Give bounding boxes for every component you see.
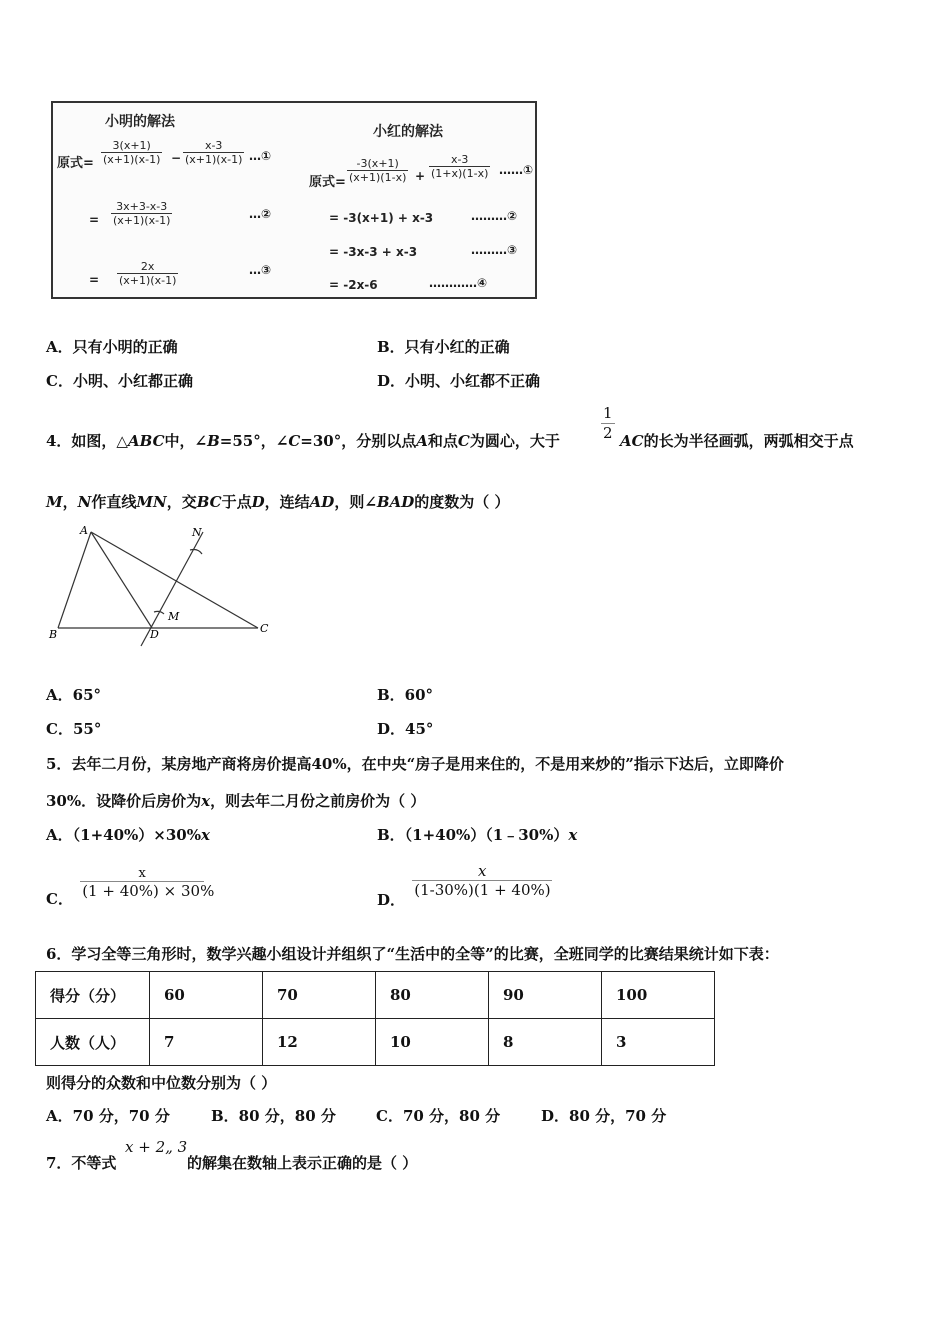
hong-step1-frac2: $\frac{x-3}{(1+x)(1-x)}$ <box>431 153 489 180</box>
ming-step3-frac: $\frac{2x}{(x+1)(x-1)}$ <box>119 260 177 287</box>
ming-step1-frac1: $\frac{3(x+1)}{(x+1)(x-1)}$ <box>103 139 161 166</box>
table-cell: 人数（人） <box>36 1019 150 1066</box>
ming-step2-frac: $\frac{3x+3-x-3}{(x+1)(x-1)}$ <box>113 200 171 227</box>
ming-step1-mark: …① <box>249 149 272 163</box>
segment-ad <box>91 532 152 628</box>
q5-option-d[interactable]: D． $\frac{x}{(1-30\%)(1 + 40\%)}$ <box>377 862 551 909</box>
q3-option-b[interactable]: B．只有小红的正确 <box>377 338 510 356</box>
segment-ab <box>58 532 91 628</box>
table-cell: 100 <box>602 972 715 1019</box>
label-a: A <box>80 524 88 537</box>
q5-option-a[interactable]: A．（1+40%）×30%x <box>46 826 210 844</box>
q3-option-c[interactable]: C．小明、小红都正确 <box>46 372 193 390</box>
q6-option-b[interactable]: B．80 分，80 分 <box>211 1107 336 1125</box>
q4-one-half: $\frac{1}{2}$ <box>603 404 613 442</box>
q5-stem-line1: 5．去年二月份，某房地产商将房价提高40%，在中央“房子是用来住的，不是用来炒的”指示下达后，立即降价 <box>46 755 784 773</box>
q3-option-a[interactable]: A．只有小明的正确 <box>46 338 178 356</box>
solution-image <box>51 101 537 299</box>
q7-stem-end: 的解集在数轴上表示正确的是（ ） <box>187 1154 418 1172</box>
table-cell: 80 <box>376 972 489 1019</box>
q4-option-c[interactable]: C．55° <box>46 720 102 738</box>
ming-step1-op: − <box>171 151 182 165</box>
q4-option-a[interactable]: A．65° <box>46 686 102 704</box>
hong-step2: = -3(x+1) + x-3 <box>329 211 434 225</box>
q5-option-d-fraction: $\frac{x}{(1-30\%)(1 + 40\%)}$ <box>414 862 551 899</box>
q6-option-d[interactable]: D．80 分，70 分 <box>541 1107 667 1125</box>
table-row <box>36 972 715 1019</box>
label-n: N <box>192 526 202 539</box>
hong-step1-mark: ……① <box>499 163 534 177</box>
q5-stem-line2: 30%．设降价后房价为x，则去年二月份之前房价为（ ） <box>46 792 426 810</box>
q5-option-c[interactable]: C． $\frac{x}{(1 + 40\%) \times 30\%}$ <box>46 866 215 908</box>
q7-inequality: x + 2„ 3 <box>125 1138 188 1156</box>
ming-step1-lhs: 原式= <box>57 156 94 171</box>
q6-question: 则得分的众数和中位数分别为（ ） <box>46 1074 277 1092</box>
table-cell: 3 <box>602 1019 715 1066</box>
q5-option-b[interactable]: B．（1+40%）（1﹣30%）x <box>377 826 578 844</box>
hong-step4-mark: …………④ <box>429 276 488 290</box>
hong-step3: = -3x-3 + x-3 <box>329 245 418 259</box>
label-d: D <box>150 628 159 641</box>
ming-step2-mark: …② <box>249 207 272 221</box>
table-cell: 得分（分） <box>36 972 150 1019</box>
ming-step3-eq: = <box>89 273 100 287</box>
table-cell: 70 <box>263 972 376 1019</box>
hong-step4: = -2x-6 <box>329 278 378 292</box>
q3-option-d[interactable]: D．小明、小红都不正确 <box>377 372 541 390</box>
table-row <box>36 1019 715 1066</box>
hong-step1-op: + <box>415 169 426 183</box>
q4-option-d[interactable]: D．45° <box>377 720 434 738</box>
label-c: C <box>260 622 269 635</box>
table-cell: 12 <box>263 1019 376 1066</box>
q7-stem-start: 7．不等式 <box>46 1154 117 1172</box>
table-cell: 90 <box>489 972 602 1019</box>
hong-title: 小红的解法 <box>373 124 443 140</box>
q4-option-b[interactable]: B．60° <box>377 686 434 704</box>
hong-step3-mark: ………③ <box>471 243 518 257</box>
q6-score-table <box>35 971 715 1066</box>
q6-stem: 6．学习全等三角形时，数学兴趣小组设计并组织了“生活中的全等”的比赛，全班同学的比赛结果统计如下表： <box>46 945 779 963</box>
ming-title: 小明的解法 <box>105 114 175 130</box>
hong-step1-lhs: 原式= <box>309 175 346 190</box>
q4-triangle-figure <box>40 520 280 650</box>
label-m: M <box>168 610 180 623</box>
hong-step2-mark: ………② <box>471 209 518 223</box>
q6-option-c[interactable]: C．70 分，80 分 <box>376 1107 501 1125</box>
table-cell: 8 <box>489 1019 602 1066</box>
q6-option-a[interactable]: A．70 分，70 分 <box>46 1107 170 1125</box>
hong-step1-frac1: $\frac{-3(x+1)}{(x+1)(1-x)}$ <box>349 157 407 184</box>
q4-stem-line1: 4．如图，△ABC中，∠B=55°，∠C=30°，分别以点A和点C为圆心，大于 <box>46 432 560 450</box>
q4-stem-line1-end: AC的长为半径画弧，两弧相交于点 <box>620 432 854 450</box>
q5-option-c-fraction: $\frac{x}{(1 + 40\%) \times 30\%}$ <box>82 866 215 900</box>
ming-step2-eq: = <box>89 213 100 227</box>
table-cell: 60 <box>150 972 263 1019</box>
q4-stem-line2: M，N作直线MN，交BC于点D，连结AD，则∠BAD的度数为（ ） <box>46 493 510 511</box>
table-cell: 10 <box>376 1019 489 1066</box>
ming-step3-mark: …③ <box>249 263 272 277</box>
table-cell: 7 <box>150 1019 263 1066</box>
label-b: B <box>49 628 58 641</box>
ming-step1-frac2: $\frac{x-3}{(x+1)(x-1)}$ <box>185 139 243 166</box>
